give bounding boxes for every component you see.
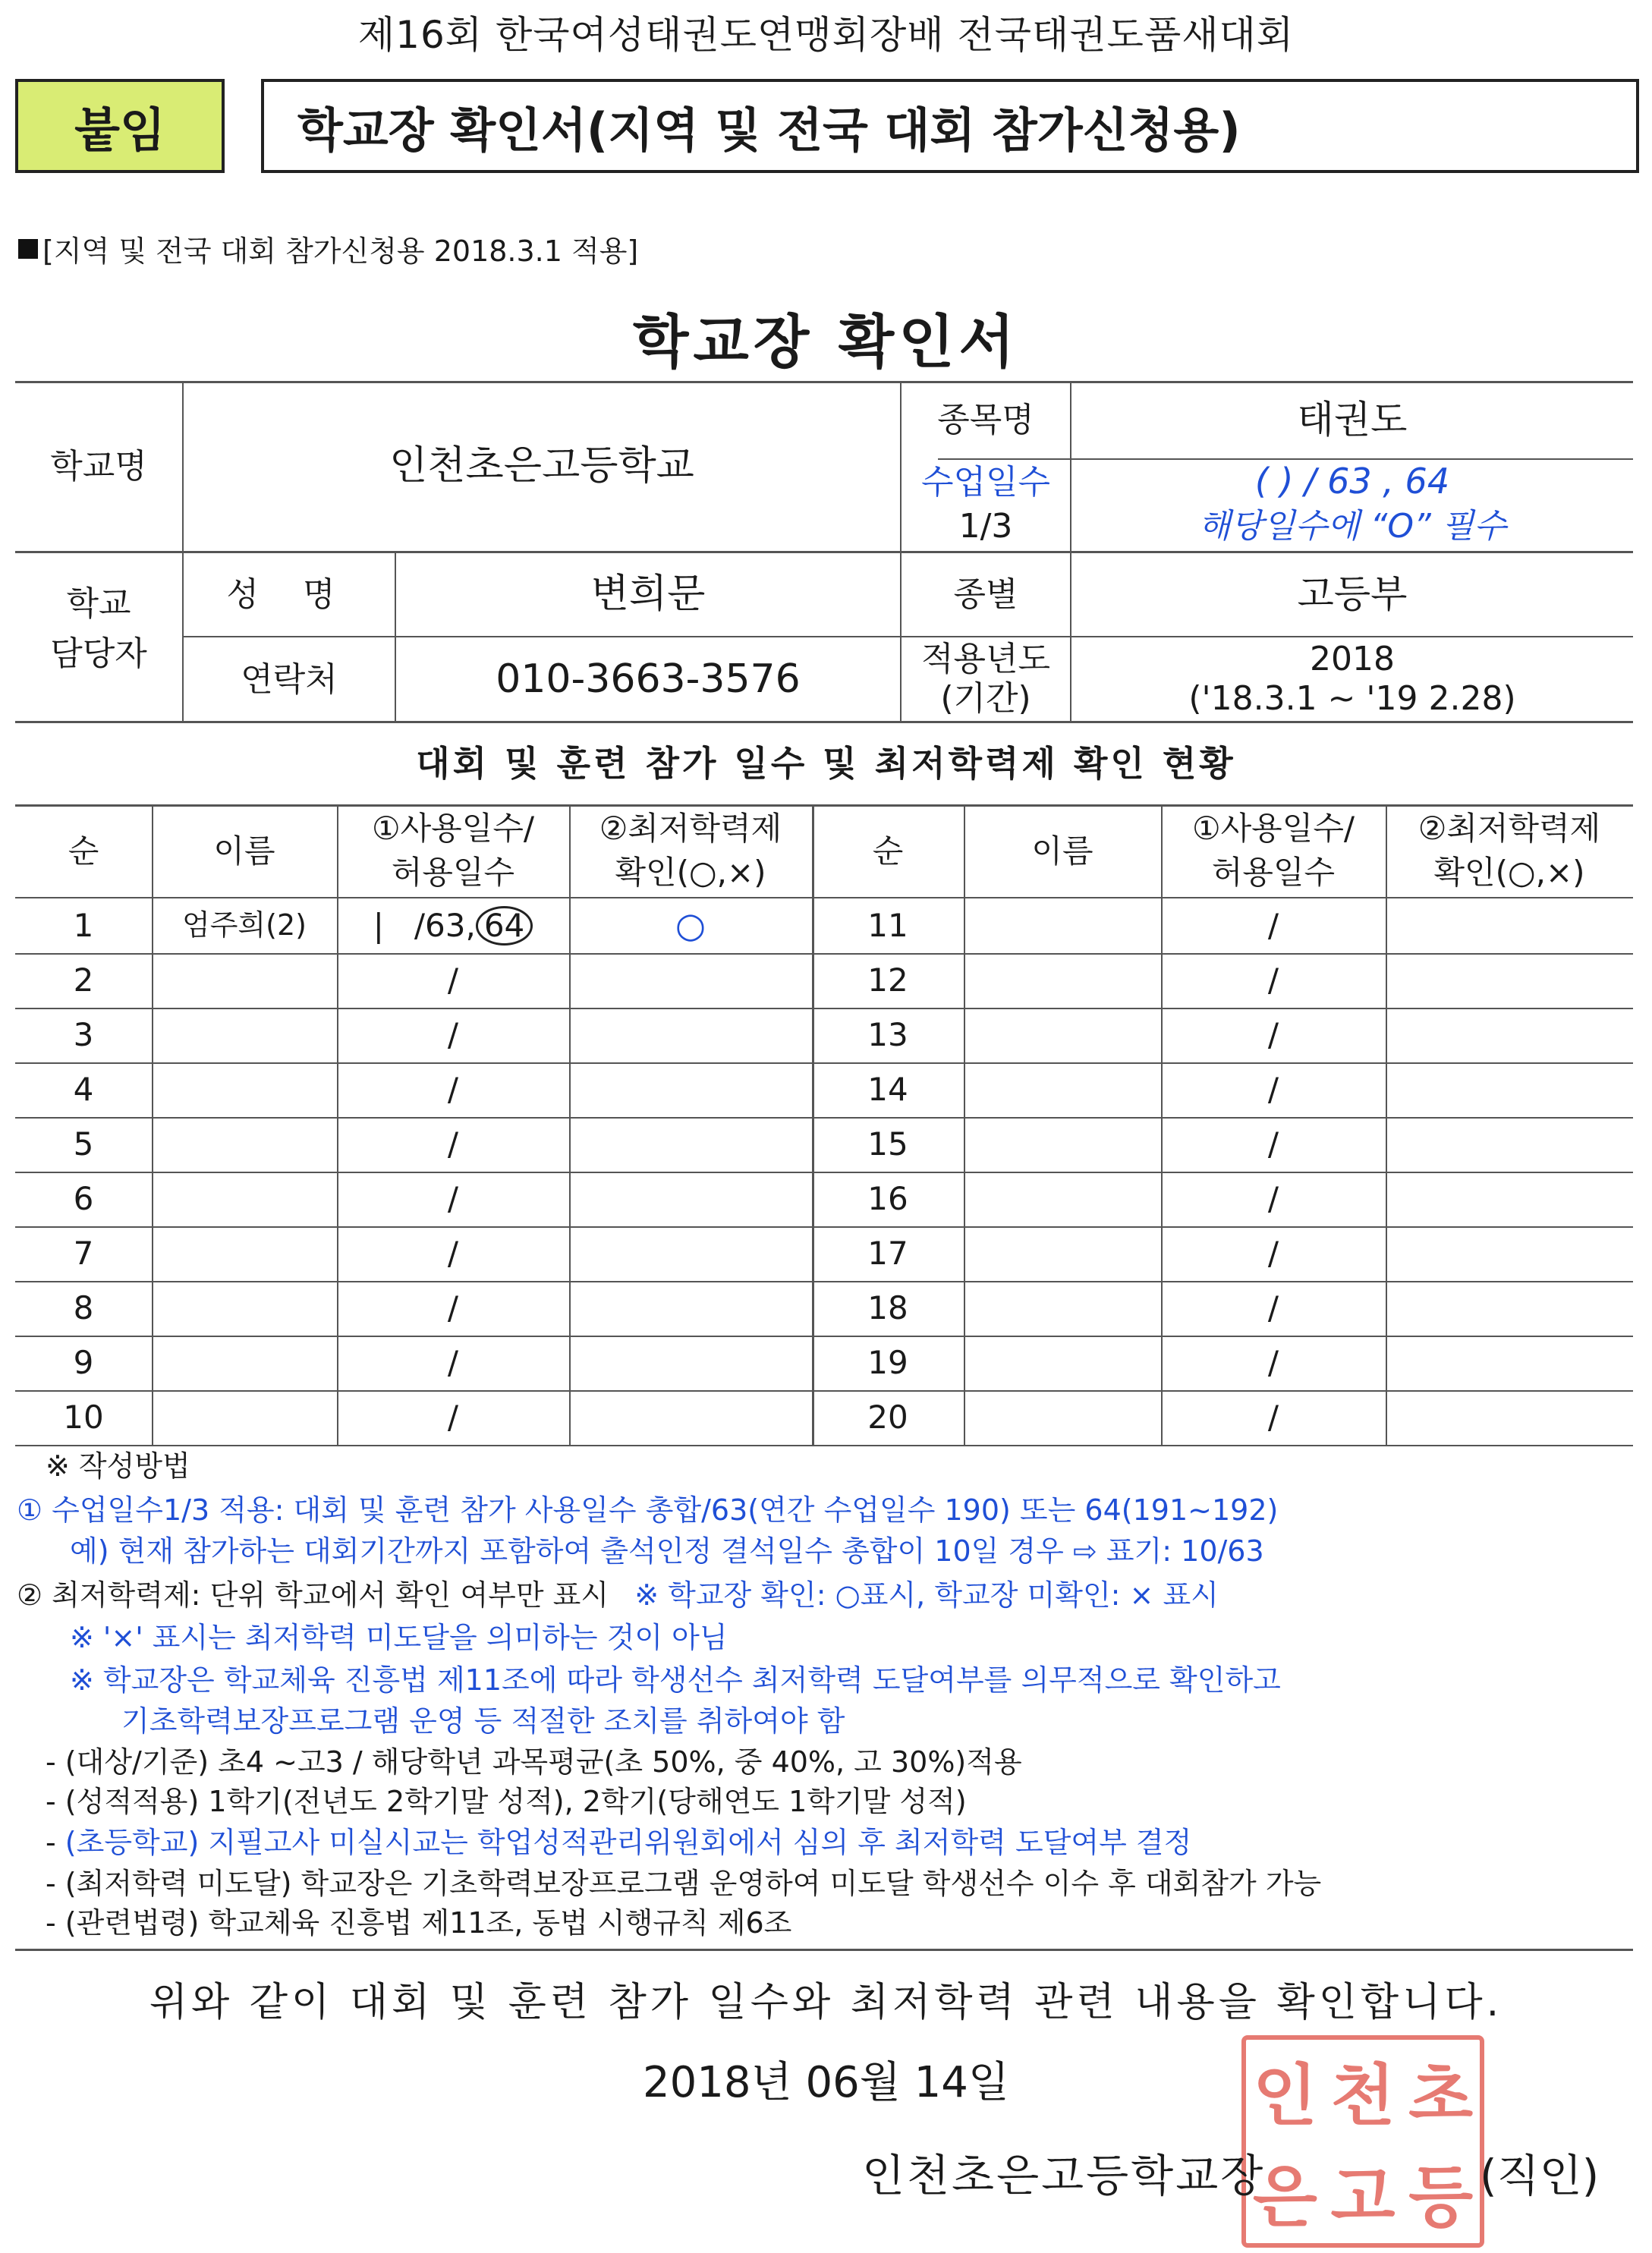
instruction-line-3 (17, 1577, 1219, 1614)
row-seq: 13 (867, 1015, 908, 1053)
table-column-rule (964, 804, 965, 1445)
document-title: 학교장 확인서 (633, 308, 1019, 376)
row-seq: 7 (73, 1234, 94, 1272)
instruction-line-11: - (관련법령) 학교체육 진흥법 제11조, 동법 시행규칙 제6조 (46, 1906, 792, 1940)
contact-group-label-2: 담당자 (50, 634, 147, 673)
row-days-slash: / (447, 1343, 459, 1381)
row-seq: 6 (73, 1179, 94, 1217)
seal-char: 인 (1252, 2056, 1317, 2135)
header-seq-left: 순 (68, 832, 99, 870)
instruction-line-9b: (초등학교) 지필고사 미실시교는 학업성적관리위원회에서 심의 후 최저학력 도달여부 결정 (65, 1826, 1192, 1859)
contact-name-value: 변희문 (590, 571, 706, 617)
form-title: 학교장 확인서(지역 및 전국 대회 참가신청용) (261, 79, 1639, 173)
seal-label: (직인) (1480, 2150, 1600, 2201)
instruction-line-8: - (성적적용) 1학기(전년도 2학기말 성적), 2학기(당해연도 1학기말 성적) (46, 1785, 967, 1818)
year-label-2: (기간) (940, 678, 1031, 718)
row-days-slash: / (1267, 1289, 1279, 1326)
bullet-square-icon (18, 239, 38, 259)
table-rule (15, 1445, 1633, 1446)
allowed-days-circled: 64 (476, 906, 533, 946)
table-rule (15, 953, 1633, 955)
instructions-heading: ※ 작성방법 (46, 1449, 190, 1483)
row-days-slash: / (447, 961, 459, 999)
division-label: 종별 (953, 574, 1018, 614)
issue-date: 2018년 06월 14일 (643, 2058, 1009, 2107)
instruction-line-6: 기초학력보장프로그램 운영 등 적절한 조치를 취하여야 함 (121, 1704, 845, 1738)
row-seq: 3 (73, 1015, 94, 1053)
instruction-line-4: ※ '×' 표시는 최저학력 미도달을 의미하는 것이 아님 (70, 1621, 728, 1654)
table-column-rule (569, 804, 571, 1445)
row-days-slash: / (447, 1015, 459, 1053)
table-rule (15, 804, 1633, 807)
row-days-slash: / (1267, 1070, 1279, 1108)
row-days-slash: / (1267, 1234, 1279, 1272)
header-check-left: ②최저학력제 (599, 809, 782, 847)
instruction-line-2: 예) 현재 참가하는 대회기간까지 포함하여 출석인정 결석일수 총합이 10일 경우 ⇨ 표기: 10/63 (70, 1534, 1264, 1568)
division-value: 고등부 (1297, 571, 1408, 616)
row-seq: 11 (867, 906, 908, 944)
header-check-left-2: 확인(○,×) (615, 853, 766, 891)
sport-value: 태권도 (1297, 397, 1408, 442)
header-check-right-2: 확인(○,×) (1433, 853, 1585, 891)
row-seq: 2 (73, 961, 94, 999)
row-seq: 1 (73, 906, 94, 944)
official-seal-stamp (1241, 2035, 1484, 2248)
row-seq: 14 (867, 1070, 908, 1108)
row-check-mark: ○ (675, 905, 706, 946)
notice-text: [지역 및 전국 대회 참가신청용 2018.3.1 적용] (42, 234, 639, 268)
class-days-label: 수업일수 (920, 462, 1050, 502)
seal-char: 은 (1252, 2157, 1317, 2236)
row-days-slash: / (1267, 1343, 1279, 1381)
instruction-line-5: ※ 학교장은 학교체육 진흥법 제11조에 따라 학생선수 최저학력 도달여부를 의무적으로 확인하고 (70, 1663, 1281, 1697)
instruction-line-1: ① 수업일수1/3 적용: 대회 및 훈련 참가 사용일수 총합/63(연간 수업일수 190) 또는 64(191~192) (17, 1493, 1279, 1527)
used-days: | (373, 906, 384, 944)
instruction-line-9a: - (46, 1826, 65, 1859)
row-days-slash: / (447, 1179, 459, 1217)
row-days-slash: / (447, 1289, 459, 1326)
allowed-days-a: /63, (414, 906, 476, 944)
instruction-line-10: - (최저학력 미도달) 학교장은 기초학력보장프로그램 운영하여 미도달 학생선수 이수 후 대회참가 가능 (46, 1867, 1322, 1900)
row-days-slash: / (1267, 1398, 1279, 1436)
table-rule (15, 1172, 1633, 1173)
row-days-slash: / (1267, 1179, 1279, 1217)
header-check-right: ②최저학력제 (1418, 809, 1601, 847)
notice-line (18, 228, 638, 269)
row-seq: 16 (867, 1179, 908, 1217)
table-rule (15, 897, 1633, 898)
table-rule (15, 1226, 1633, 1228)
row-seq: 19 (867, 1343, 908, 1381)
phone-label: 연락처 (241, 659, 338, 699)
header-days-left: ①사용일수/ (371, 809, 535, 847)
row-days (337, 898, 569, 953)
row-seq: 20 (867, 1398, 908, 1436)
row-seq: 10 (63, 1398, 104, 1436)
row-days-slash: / (447, 1125, 459, 1163)
row-seq: 12 (867, 961, 908, 999)
row-days-slash: / (447, 1398, 459, 1436)
row-days-slash: / (447, 1070, 459, 1108)
attachment-badge: 붙임 (15, 79, 225, 173)
seal-char: 고 (1330, 2157, 1396, 2236)
year-value: 2018 (1310, 639, 1395, 678)
table-column-rule (1386, 804, 1387, 1445)
instruction-line-3b: ※ 학교장 확인: ○표시, 학교장 미확인: × 표시 (634, 1578, 1219, 1612)
row-name: 엄주희(2) (182, 908, 307, 942)
class-days-value: ( ) / 63 , 64 (1254, 461, 1450, 502)
header-name-left: 이름 (213, 832, 275, 870)
header-seq-right: 순 (872, 832, 904, 870)
row-days-slash: / (1267, 906, 1279, 944)
sport-label: 종목명 (937, 400, 1034, 439)
phone-value: 010-3663-3576 (496, 656, 801, 702)
table-column-rule (1161, 804, 1163, 1445)
table-column-rule (812, 804, 814, 1445)
seal-char: 등 (1408, 2157, 1474, 2236)
row-days-slash: / (1267, 1015, 1279, 1053)
table-rule (15, 1117, 1633, 1119)
instruction-line-3a: ② 최저학력제: 단위 학교에서 확인 여부만 표시 (17, 1578, 609, 1612)
row-seq: 17 (867, 1234, 908, 1272)
row-seq: 8 (73, 1289, 94, 1326)
contact-name-label: 성 명 (226, 574, 352, 614)
instruction-line-9 (46, 1824, 1191, 1861)
table-column-rule (337, 804, 338, 1445)
event-title: 제16회 한국여성태권도연맹회장배 전국태권도품새대회 (357, 13, 1295, 57)
row-seq: 4 (73, 1070, 94, 1108)
row-seq: 5 (73, 1125, 94, 1163)
class-days-fraction: 1/3 (958, 506, 1013, 546)
seal-char: 초 (1408, 2056, 1474, 2135)
row-days-slash: / (447, 1234, 459, 1272)
confirmation-statement: 위와 같이 대회 및 훈련 참가 일수와 최저학력 관련 내용을 확인합니다. (149, 1980, 1503, 2025)
signer-name: 인천초은고등학교장 (862, 2150, 1266, 2201)
class-days-note: 해당일수에 “O” 필수 (1198, 506, 1506, 546)
school-name-value: 인천초은고등학교 (389, 442, 694, 489)
row-days-slash: / (1267, 1125, 1279, 1163)
year-period: ('18.3.1 ~ '19 2.28) (1188, 678, 1516, 718)
row-seq: 9 (73, 1343, 94, 1381)
header-days-left-2: 허용일수 (391, 853, 515, 891)
header-name-right: 이름 (1031, 832, 1093, 870)
table-rule (15, 1008, 1633, 1009)
table-rule (15, 1336, 1633, 1337)
table-rule (15, 1390, 1633, 1392)
table-rule (15, 1062, 1633, 1064)
seal-char: 천 (1330, 2056, 1396, 2135)
table-rule (15, 1281, 1633, 1282)
table-column-rule (152, 804, 153, 1445)
row-days-slash: / (1267, 961, 1279, 999)
school-name-label: 학교명 (50, 446, 147, 486)
row-seq: 15 (867, 1125, 908, 1163)
contact-group-label: 학교 (66, 584, 131, 623)
header-days-right: ①사용일수/ (1191, 809, 1355, 847)
header-days-right-2: 허용일수 (1211, 853, 1336, 891)
roster-section-title: 대회 및 훈련 참가 일수 및 최저학력제 확인 현황 (416, 743, 1236, 784)
year-label: 적용년도 (920, 639, 1050, 678)
row-seq: 18 (867, 1289, 908, 1326)
instruction-line-7: - (대상/기준) 초4 ~고3 / 해당학년 과목평균(초 50%, 중 40%, 고 30%)적용 (46, 1745, 1022, 1779)
